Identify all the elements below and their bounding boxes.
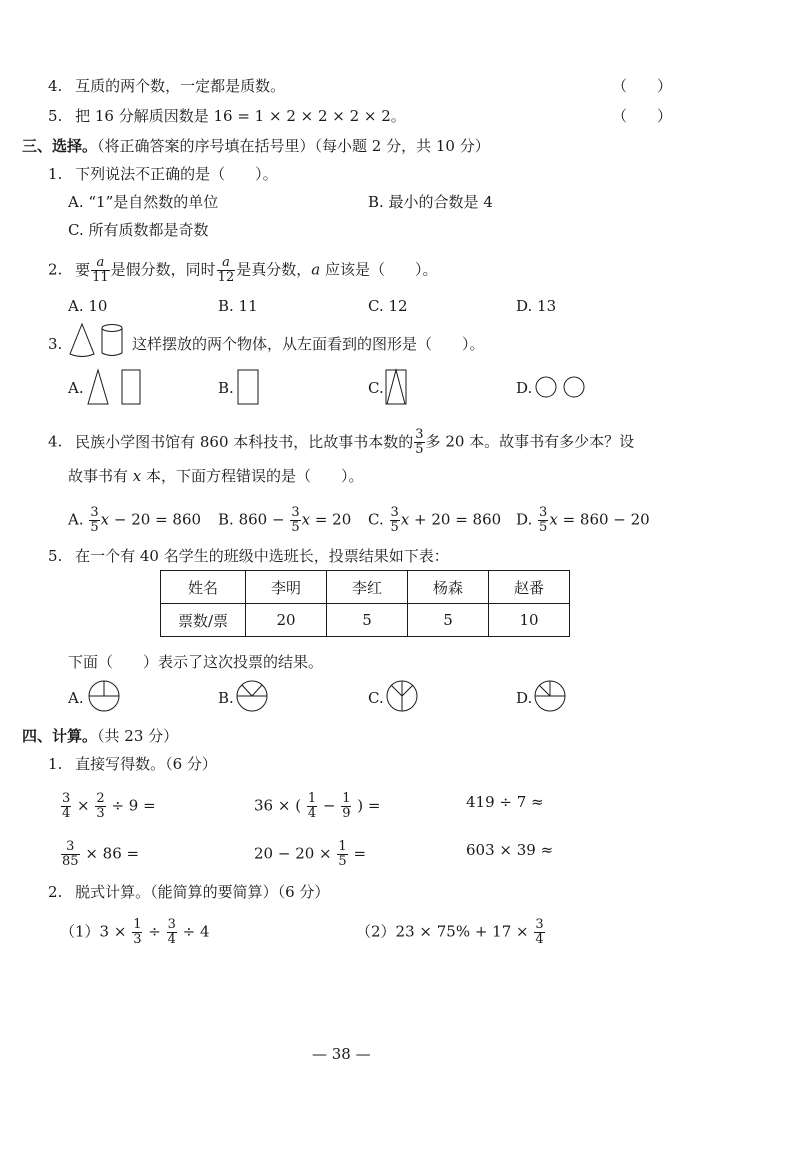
operator: ÷ <box>143 922 166 941</box>
option-text: = 20 <box>310 510 352 529</box>
q1-option-a: A. “1”是自然数的单位 <box>68 193 219 211</box>
question-4 <box>48 428 634 457</box>
numerator: 3 <box>291 505 300 520</box>
question-text: 要 <box>75 260 91 279</box>
denominator: 85 <box>62 854 79 869</box>
item-text: 把 16 分解质因数是 16 = 1 × 2 × 2 × 2 × 2。 <box>75 107 406 125</box>
question-title: 脱式计算。（能简算的要简算）（6 分） <box>75 883 330 901</box>
option-text: 860 − <box>238 510 290 529</box>
variable: x <box>400 510 410 529</box>
calc-expression-5 <box>254 840 366 869</box>
pie-chart-option-b <box>236 680 270 714</box>
table-header-cell: 赵番 <box>489 571 570 604</box>
question-text: 本，下面方程错误的是（ ）。 <box>141 467 364 485</box>
cone-and-cylinder-figure <box>68 322 128 358</box>
judge-item-4 <box>48 76 285 96</box>
numerator: 1 <box>307 791 317 806</box>
fraction <box>61 840 80 869</box>
denominator: 5 <box>539 520 548 535</box>
table-row <box>161 571 570 604</box>
denominator: 4 <box>167 932 176 947</box>
calc-problem-2 <box>356 918 546 947</box>
question-text: 应该是（ ）。 <box>320 260 438 279</box>
q3-label-c: C. <box>368 379 384 397</box>
fraction <box>61 792 71 821</box>
vote-table <box>160 570 570 637</box>
question-text: 是假分数，同时 <box>110 260 216 279</box>
question-4-line-2 <box>68 466 364 486</box>
pie-chart-option-d <box>534 680 568 714</box>
variable: x <box>549 510 558 529</box>
table-header-cell: 杨森 <box>408 571 489 604</box>
q2-option-a: A. 10 <box>68 297 108 315</box>
numerator: 2 <box>96 791 105 806</box>
operator: − <box>318 796 341 815</box>
q5-label-d: D. <box>516 689 533 707</box>
denominator: 12 <box>217 270 235 285</box>
answer-paren[interactable]: （ ） <box>612 107 673 125</box>
denominator: 4 <box>62 806 71 821</box>
option-text: + 20 = 860 <box>409 510 502 529</box>
question-number: 5. <box>48 547 63 565</box>
section-note: （共 23 分） <box>97 727 179 745</box>
item-number: 5. <box>48 107 63 125</box>
option-label: B. <box>218 510 234 529</box>
q2-option-d: D. 13 <box>516 297 557 315</box>
section-4-heading <box>22 726 178 746</box>
expression-text: 36 × ( <box>254 796 306 815</box>
option-text: = 860 − 20 <box>557 510 650 529</box>
denominator: 4 <box>535 932 544 947</box>
section-title: 四、计算。 <box>22 727 98 745</box>
operator: × <box>72 796 95 815</box>
question-text: 是真分数， <box>236 260 312 279</box>
page-number: — 38 — <box>312 1045 371 1063</box>
table-header-cell: 李明 <box>246 571 327 604</box>
table-cell: 5 <box>408 604 489 637</box>
calc-expression-6: 603 × 39 ≈ <box>466 841 554 859</box>
fraction-3-over-5 <box>390 506 400 535</box>
answer-paren[interactable]: （ ） <box>612 77 673 95</box>
option-label: C. <box>368 510 384 529</box>
q4-option-c <box>368 506 501 535</box>
q2-option-b: B. 11 <box>218 297 258 315</box>
table-header-cell: 姓名 <box>161 571 246 604</box>
fraction <box>534 918 544 947</box>
q3-option-b-figure <box>238 370 260 406</box>
fraction-a-over-11 <box>91 256 110 285</box>
denominator: 3 <box>96 806 105 821</box>
expression-text: × 86 = <box>80 844 140 863</box>
numerator: a <box>222 255 230 270</box>
q1-option-b: B. 最小的合数是 4 <box>368 193 493 211</box>
question-3-stem: 这样摆放的两个物体，从左面看到的图形是（ ）。 <box>132 335 485 353</box>
numerator: 1 <box>338 839 347 854</box>
option-text: − 20 = 860 <box>109 510 202 529</box>
pie-chart-option-a <box>88 680 122 714</box>
numerator: 3 <box>90 505 99 520</box>
question-number: 1. <box>48 165 63 183</box>
table-row <box>161 604 570 637</box>
calc-expression-4 <box>60 840 139 869</box>
calc-expression-3: 419 ÷ 7 ≈ <box>466 793 544 811</box>
question-1 <box>48 164 278 184</box>
item-text: 互质的两个数，一定都是质数。 <box>75 77 286 95</box>
table-cell: 5 <box>327 604 408 637</box>
option-label: D. <box>516 510 533 529</box>
numerator: 3 <box>535 917 544 932</box>
numerator: 1 <box>342 791 351 806</box>
variable: x <box>301 510 311 529</box>
fraction <box>307 792 317 821</box>
fraction <box>337 840 347 869</box>
q3-label-a: A. <box>68 379 84 397</box>
numerator: 3 <box>539 505 548 520</box>
q3-option-c-figure <box>386 370 408 406</box>
expression-text: （1）3 × <box>60 922 132 941</box>
numerator: 1 <box>133 917 142 932</box>
question-stem: 下列说法不正确的是（ ）。 <box>75 165 278 183</box>
calc-expression-2 <box>254 792 380 821</box>
numerator: 3 <box>415 427 424 442</box>
variable: x <box>100 510 110 529</box>
denominator: 9 <box>342 806 351 821</box>
question-number: 1. <box>48 755 63 773</box>
numerator: 3 <box>390 505 399 520</box>
denominator: 5 <box>415 442 424 457</box>
table-header-cell: 李红 <box>327 571 408 604</box>
q2-option-c: C. 12 <box>368 297 408 315</box>
fraction <box>167 918 177 947</box>
denominator: 5 <box>338 854 347 869</box>
question-number: 2. <box>48 883 63 901</box>
q3-label-b: B. <box>218 379 234 397</box>
calc-1-heading <box>48 754 217 774</box>
calc-2-heading <box>48 882 329 902</box>
calc-expression-1 <box>60 792 156 821</box>
table-cell: 10 <box>489 604 570 637</box>
q5-label-c: C. <box>368 689 384 707</box>
question-text: 多 20 本。故事书有多少本？设 <box>425 432 635 451</box>
fraction <box>95 792 105 821</box>
fraction-3-over-5 <box>414 428 424 457</box>
q3-option-d-figure <box>536 376 588 400</box>
denominator: 3 <box>133 932 142 947</box>
variable: a <box>311 260 321 279</box>
denominator: 5 <box>291 520 300 535</box>
judge-item-5 <box>48 106 406 126</box>
q4-option-b <box>218 506 351 535</box>
expression-text: （2）23 × 75% + 17 × <box>356 922 534 941</box>
question-2 <box>48 256 437 285</box>
question-text: 民族小学图书馆有 860 本科技书，比故事书本数的 <box>75 432 414 451</box>
fraction-3-over-5 <box>89 506 99 535</box>
fraction-a-over-12 <box>217 256 236 285</box>
section-title: 三、选择。 <box>22 137 98 155</box>
option-label: A. <box>68 510 84 529</box>
question-5-prompt: 下面（ ）表示了这次投票的结果。 <box>68 653 324 671</box>
q5-label-b: B. <box>218 689 234 707</box>
numerator: a <box>96 255 105 270</box>
item-number: 4. <box>48 77 63 95</box>
calc-problem-1 <box>60 918 210 947</box>
q5-label-a: A. <box>68 689 84 707</box>
variable: x <box>132 467 142 485</box>
section-3-heading <box>22 136 490 156</box>
expression-text: ) = <box>352 796 381 815</box>
question-5 <box>48 546 449 566</box>
q4-option-a <box>68 506 201 535</box>
numerator: 3 <box>167 917 176 932</box>
q4-option-d <box>516 506 650 535</box>
q3-label-d: D. <box>516 379 533 397</box>
question-text: 故事书有 <box>68 467 133 485</box>
fraction <box>132 918 142 947</box>
question-number: 2. <box>48 260 63 279</box>
expression-text: = <box>348 844 367 863</box>
fraction <box>341 792 351 821</box>
denominator: 4 <box>307 806 317 821</box>
table-cell: 20 <box>246 604 327 637</box>
numerator: 3 <box>66 839 75 854</box>
numerator: 3 <box>62 791 71 806</box>
q1-option-c: C. 所有质数都是奇数 <box>68 221 209 239</box>
denominator: 5 <box>90 520 99 535</box>
question-title: 直接写得数。（6 分） <box>75 755 217 773</box>
pie-chart-option-c <box>386 680 420 714</box>
denominator: 5 <box>390 520 399 535</box>
denominator: 11 <box>92 270 109 285</box>
table-cell: 票数/票 <box>161 604 246 637</box>
question-number: 4. <box>48 432 63 451</box>
q3-option-a-figure <box>88 370 148 406</box>
question-3-number: 3. <box>48 335 63 353</box>
fraction-3-over-5 <box>538 506 548 535</box>
expression-text: 20 − 20 × <box>254 844 337 863</box>
question-stem: 在一个有 40 名学生的班级中选班长，投票结果如下表： <box>75 547 449 565</box>
expression-text: ÷ 9 = <box>106 796 156 815</box>
section-note: （将正确答案的序号填在括号里）（每小题 2 分，共 10 分） <box>97 137 490 155</box>
fraction-3-over-5 <box>290 506 300 535</box>
expression-text: ÷ 4 <box>177 922 210 941</box>
